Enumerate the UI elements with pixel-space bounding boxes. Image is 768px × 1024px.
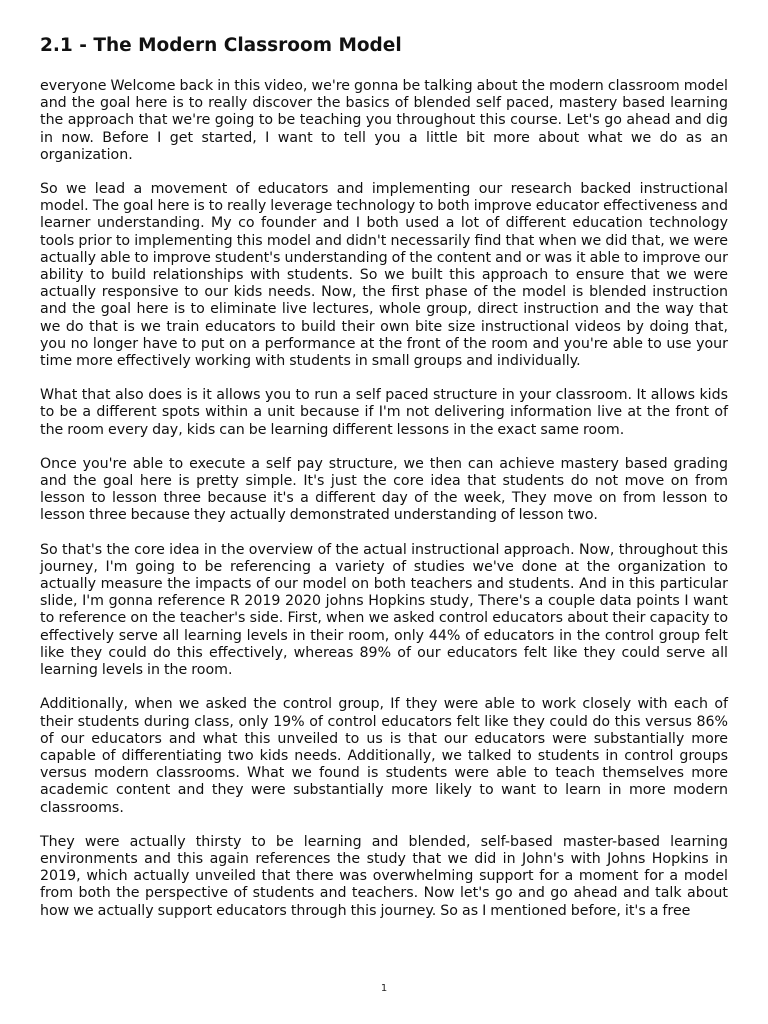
document-body [40, 78, 728, 937]
paragraph-2: So we lead a movement of educators and implementing our research backed instructional model. The goal here is to really leverage technology to both improve educator effectiveness and learner understanding. My co founder and I both used a lot of different education technology tools prior to implementing this model and didn't necessarily find that when we did that, we were actually able to improve student's understanding of the content and or was it able to improve our ability to build relationships with students. So we built this approach to ensure that we were actually responsive to our kids needs. Now, the first phase of the model is blended instruction and the goal here is to eliminate live lectures, whole group, direct instruction and the way that we do that is we train educators to build their own bite size instructional videos by doing that, you no longer have to put on a performance at the front of the room and you're able to use your time more effectively working with students in small groups and individually. [40, 181, 728, 370]
paragraph-6: Additionally, when we asked the control group, If they were able to work closely with each of their students during class, only 19% of control educators felt like they could do this versus 86% of our educators and what this unveiled to us is that our educators were substantially more capable of differentiating two kids needs. Additionally, we talked to students in control groups versus modern classrooms. What we found is students were able to teach themselves more academic content and they were substantially more likely to want to learn in more modern classrooms. [40, 696, 728, 816]
paragraph-3: What that also does is it allows you to run a self paced structure in your classroom. It allows kids to be a different spots within a unit because if I'm not delivering information live at the front of the room every day, kids can be learning different lessons in the exact same room. [40, 387, 728, 438]
paragraph-1: everyone Welcome back in this video, we're gonna be talking about the modern classroom model and the goal here is to really discover the basics of blended self paced, mastery based learning the approach that we're going to be teaching you throughout this course. Let's go ahead and dig in now. Before I get started, I want to tell you a little bit more about what we do as an organization. [40, 78, 728, 163]
paragraph-5: So that's the core idea in the overview of the actual instructional approach. Now, throughout this journey, I'm going to be referencing a variety of studies we've done at the organization to actually measure the impacts of our model on both teachers and students. And in this particular slide, I'm gonna reference R 2019 2020 johns Hopkins study, There's a couple data points I want to reference on the teacher's side. First, when we asked control educators about their capacity to effectively serve all learning levels in their room, only 44% of educators in the control group felt like they could do this effectively, whereas 89% of our educators felt like they could serve all learning levels in the room. [40, 541, 728, 679]
paragraph-4: Once you're able to execute a self pay structure, we then can achieve mastery based grading and the goal here is pretty simple. It's just the core idea that students do not move on from lesson to lesson three because it's a different day of the week, They move on from lesson to lesson three because they actually demonstrated understanding of lesson two. [40, 455, 728, 524]
page-number: 1 [380, 983, 388, 994]
document-title: 2.1 - The Modern Classroom Model [40, 35, 402, 56]
paragraph-7: They were actually thirsty to be learning and blended, self-based master-based learning environments and this again references the study that we did in John's with Johns Hopkins in 2019, which actually unveiled that there was overwhelming support for a moment for a model from both the perspective of students and teachers. Now let's go and go ahead and talk about how we actually support educators through this journey. So as I mentioned before, it's a free [40, 833, 728, 919]
